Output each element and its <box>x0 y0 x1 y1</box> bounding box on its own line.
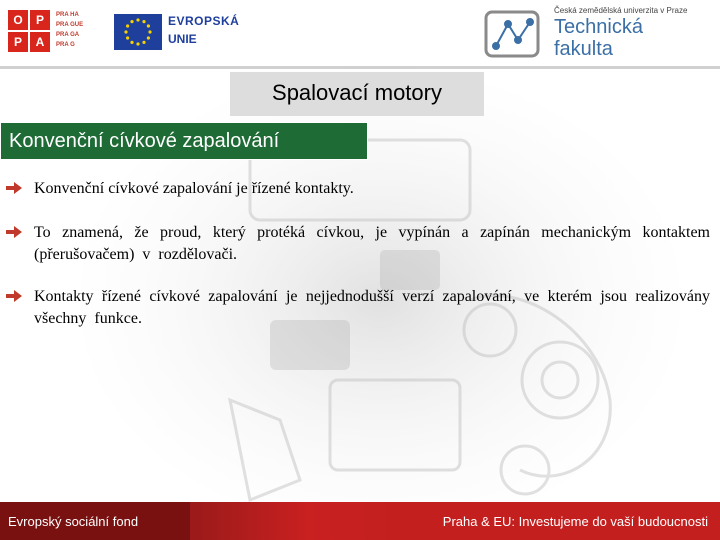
footer-gradient-bar <box>190 502 386 540</box>
oppa-text: PRA G <box>56 42 75 48</box>
faculty-name-line1: Technická <box>554 16 643 38</box>
section-heading <box>0 122 368 160</box>
eu-flag-icon <box>114 14 162 50</box>
footer-left-text: Evropský sociální fond <box>8 514 139 529</box>
oppa-text: PRA GA <box>56 32 80 38</box>
slide-title-box <box>230 72 484 116</box>
arrow-bullet-icon <box>6 182 22 194</box>
footer-left-panel <box>0 502 190 540</box>
footer-right-panel <box>386 502 720 540</box>
oppa-logo <box>8 8 100 56</box>
faculty-emblem-icon <box>484 10 540 58</box>
university-name: Česká zemědělská univerzita v Praze <box>554 6 688 15</box>
bullet-text: Kontakty řízené cívkové zapalování je nejjednodušší verzí zapalování, ve kterém jsou realizovány všechny funkce. <box>34 288 710 327</box>
eu-logo-line2: UNIE <box>168 32 197 46</box>
faculty-name-line2: fakulta <box>554 38 613 60</box>
oppa-letter: P <box>30 10 50 30</box>
arrow-bullet-icon <box>6 226 22 238</box>
header-divider <box>0 66 720 69</box>
footer-right-text: Praha & EU: Investujeme do vaší budoucnosti <box>442 514 708 529</box>
eu-logo <box>100 2 242 62</box>
bullet-item <box>6 178 706 202</box>
header <box>0 0 720 72</box>
oppa-text: PRA HA <box>56 12 79 18</box>
oppa-letter: P <box>8 32 28 52</box>
slide-title: Spalovací motory <box>272 80 442 105</box>
faculty-logo <box>472 2 712 64</box>
oppa-letter: O <box>8 10 28 30</box>
oppa-letter: A <box>30 32 50 52</box>
bullet-text: Konvenční cívkové zapalování je řízené kontakty. <box>34 180 354 197</box>
footer <box>0 502 720 540</box>
oppa-text: PRA GUE <box>56 22 84 28</box>
arrow-bullet-icon <box>6 290 22 302</box>
bullet-text: To znamená, že proud, který protéká cívkou, je vypínán a zapínán mechanickým kontaktem (přerušovačem) v rozdělovači. <box>34 224 710 263</box>
eu-logo-line1: EVROPSKÁ <box>168 14 240 28</box>
bullet-item <box>6 286 710 334</box>
section-heading-text: Konvenční cívkové zapalování <box>9 130 280 152</box>
bullet-item <box>6 222 710 270</box>
